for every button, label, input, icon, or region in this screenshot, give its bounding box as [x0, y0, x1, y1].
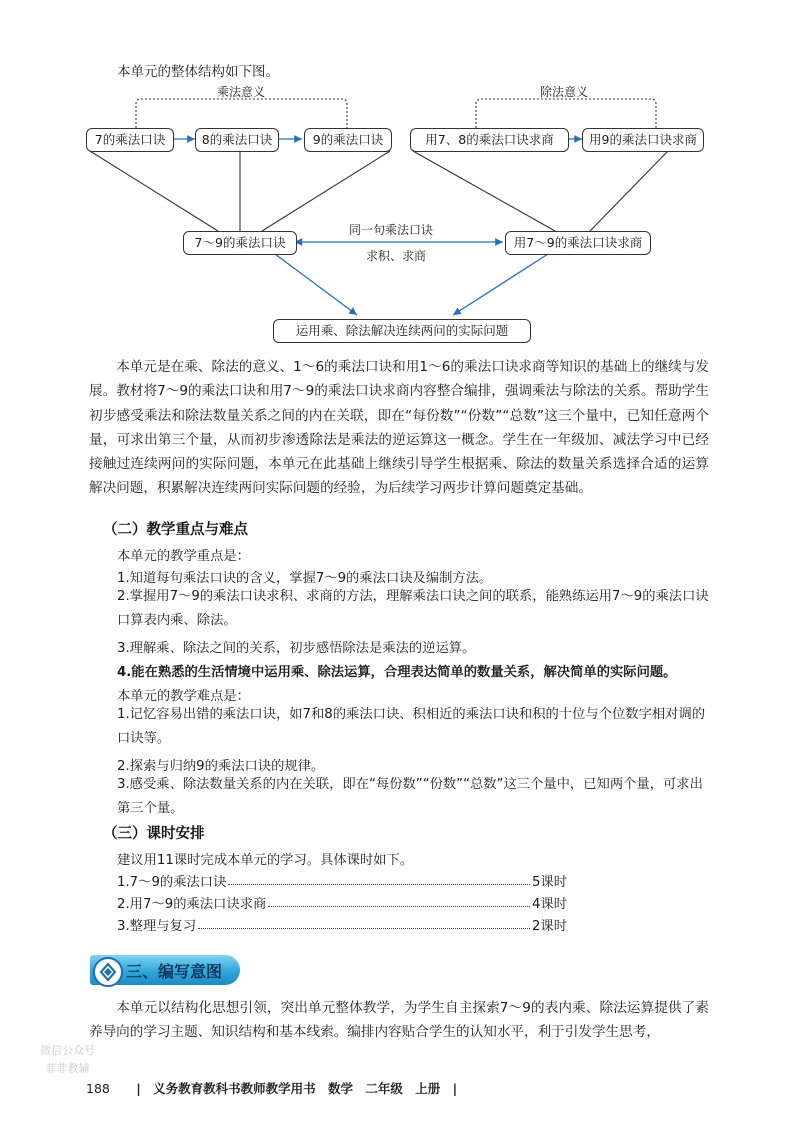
box-div-7-9: 用7～9的乘法口诀求商: [505, 231, 651, 255]
group-right-label: 除法意义: [540, 85, 589, 99]
link-top-label: 同一句乘法口诀: [349, 223, 434, 237]
paragraph-overview: 本单元是在乘、除法的意义、1～6的乘法口诀和用1～6的乘法口诀求商等知识的基础上的继续与发展。教材将7～9的乘法口诀和用7～9的乘法口诀求商内容整合编排，强调乘法与除法的关系。帮助学生初步感受乘法和除法数量关系之间的内在关联，即在“每份数”“份数”“总数”这三个量中，已知任意两个量，可求出第三个量，从而初步渗透除法是乘法的逆运算这一概念。学生在一年级加、减法学习中已经接触过连续两问的实际问题，本单元在此基础上继续引导学生根据乘、除法的数量关系选择合适的运算解决问题，积累解决连续两问实际问题的经验，为后续学习两步计算问题奠定基础。: [89, 359, 709, 497]
box-apply: 运用乘、除法解决连续两问的实际问题: [273, 319, 531, 343]
box-div-9: 用9的乘法口诀求商: [582, 128, 704, 152]
key-point-item: 4.能在熟悉的生活情境中运用乘、除法运算，合理表达简单的数量关系，解决简单的实际问题。: [117, 665, 677, 680]
section-title-schedule: （三）课时安排: [103, 826, 205, 842]
intro-text: 本单元的整体结构如下图。: [117, 64, 279, 80]
box-div-78: 用7、8的乘法口诀求商: [410, 128, 569, 152]
section-title-key-points: （二）教学重点与难点: [103, 522, 248, 538]
schedule-row: [117, 893, 567, 912]
page-number: 188: [86, 1081, 110, 1096]
subject: 数学: [328, 1081, 354, 1096]
box-mult-7-9: 7～9的乘法口诀: [183, 231, 297, 255]
page-footer: 188 | 义务教育教科书教师教学用书 数学 二年级 上册 |: [86, 1081, 458, 1096]
volume: 上册: [415, 1081, 441, 1096]
leader-dots: [228, 871, 530, 885]
watermark: 微信公众号 菲菲教辅: [40, 1044, 95, 1075]
box-mult-7: 7的乘法口诀: [86, 128, 174, 152]
difficulty-item: 1.记忆容易出错的乘法口诀，如7和8的乘法口诀、积相近的乘法口诀和积的十位与个位数字相对调的口诀等。: [117, 707, 706, 746]
leader-dots: [198, 915, 530, 929]
section-badge-icon: [93, 957, 123, 987]
difficulty-item: 3.感受乘、除法数量关系的内在关联，即在“每份数”“份数”“总数”这三个量中，已知两个量，可求出第三个量。: [117, 777, 703, 816]
key-points-intro: 本单元的教学重点是：: [117, 549, 250, 564]
paragraph-intent: 本单元以结构化思想引领，突出单元整体教学，为学生自主探索7～9的表内乘、除法运算提供了素养导向的学习主题、知识结构和基本线索。编排内容贴合学生的认知水平，利于引发学生思考，: [89, 1000, 709, 1041]
schedule-name: 3.整理与复习: [117, 919, 197, 934]
schedule-intro: 建议用11课时完成本单元的学习。具体课时如下。: [117, 853, 414, 868]
difficulty-item: 2.探索与归纳9的乘法口诀的规律。: [117, 759, 325, 774]
diagram-lines: [0, 0, 800, 360]
link-bottom-label: 求积、求商: [366, 249, 427, 263]
schedule-row: [117, 871, 567, 890]
key-point-item: 2.掌握用7～9的乘法口诀求积、求商的方法，理解乘法口诀之间的联系，能熟练运用7～9的乘法口诀口算表内乘、除法。: [117, 589, 709, 628]
grade: 二年级: [365, 1081, 403, 1096]
difficulties-intro: 本单元的教学难点是：: [117, 689, 250, 704]
box-mult-8: 8的乘法口诀: [195, 128, 279, 152]
schedule-row: [117, 915, 567, 934]
box-mult-9: 9的乘法口诀: [304, 128, 392, 152]
schedule-name: 1.7～9的乘法口诀: [117, 875, 227, 890]
leader-dots: [268, 893, 530, 907]
section-banner-title: 三、编写意图: [126, 962, 223, 981]
key-point-item: 3.理解乘、除法之间的关系，初步感悟除法是乘法的逆运算。: [117, 641, 476, 656]
schedule-hours: 4课时: [531, 897, 567, 912]
schedule-name: 2.用7～9的乘法口诀求商: [117, 897, 267, 912]
book-title: 义务教育教科书教师教学用书: [153, 1081, 316, 1096]
schedule-hours: 2课时: [531, 919, 567, 934]
group-left-label: 乘法意义: [217, 85, 266, 99]
schedule-hours: 5课时: [531, 875, 567, 890]
key-point-item: 1.知道每句乘法口诀的含义，掌握7～9的乘法口诀及编制方法。: [117, 571, 493, 586]
